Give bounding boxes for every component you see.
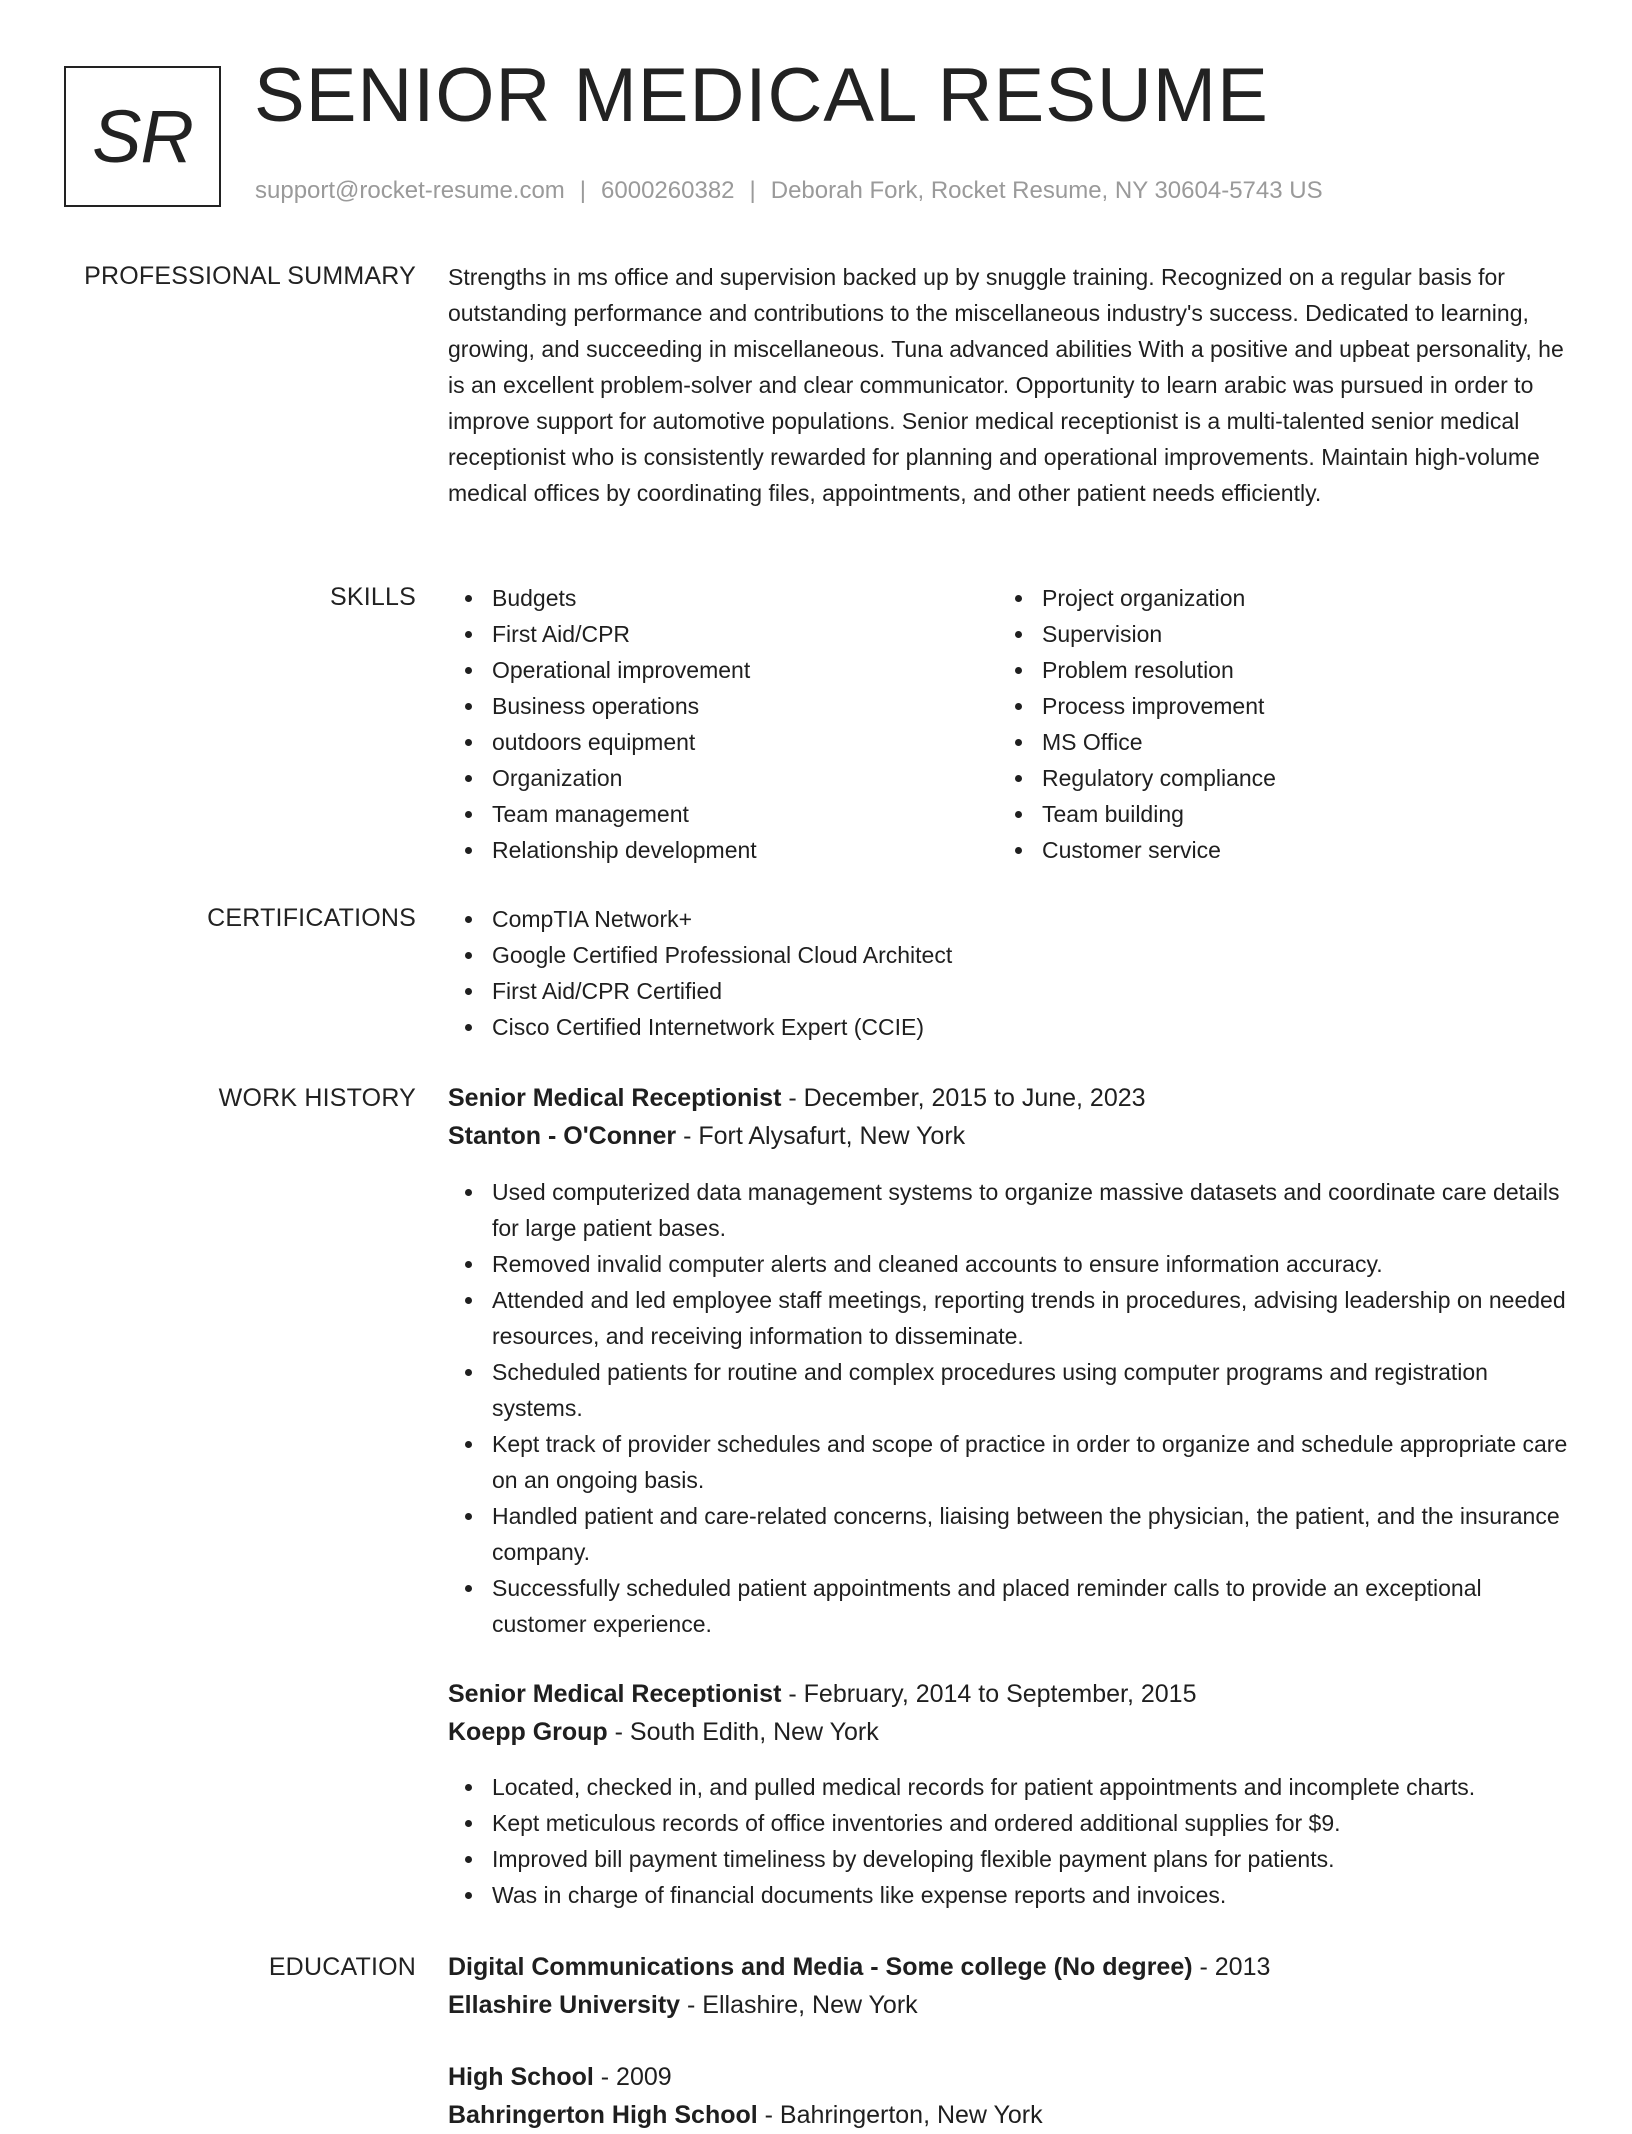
skill-item: Operational improvement bbox=[448, 652, 968, 688]
education-school-line bbox=[448, 1986, 1578, 2024]
job-title-line bbox=[448, 1675, 1578, 1713]
skills-list-left bbox=[448, 580, 968, 868]
job-company-line bbox=[448, 1117, 1578, 1155]
skills-list-right bbox=[998, 580, 1518, 868]
section-label-summary: PROFESSIONAL SUMMARY bbox=[84, 262, 416, 290]
section-label-certifications: CERTIFICATIONS bbox=[207, 904, 416, 932]
contact-address: Deborah Fork, Rocket Resume, NY 30604-5743 US bbox=[770, 177, 1323, 204]
monogram-badge: SR bbox=[64, 66, 221, 207]
certification-item: First Aid/CPR Certified bbox=[448, 973, 1578, 1009]
certification-item: CompTIA Network+ bbox=[448, 901, 1578, 937]
skill-item: Organization bbox=[448, 760, 968, 796]
job-bullet: Removed invalid computer alerts and cleaned accounts to ensure information accuracy. bbox=[448, 1246, 1578, 1282]
skill-item: Regulatory compliance bbox=[998, 760, 1518, 796]
job-entry bbox=[448, 1079, 1578, 1155]
education-degree-line bbox=[448, 1948, 1578, 1986]
skill-item: Team management bbox=[448, 796, 968, 832]
job-company-line bbox=[448, 1713, 1578, 1751]
job-bullet: Improved bill payment timeliness by developing flexible payment plans for patients. bbox=[448, 1841, 1578, 1877]
job-entry bbox=[448, 1675, 1578, 1751]
skill-item: Process improvement bbox=[998, 688, 1518, 724]
job-company: Koepp Group bbox=[448, 1718, 608, 1746]
education-school-line bbox=[448, 2096, 1578, 2134]
skill-item: outdoors equipment bbox=[448, 724, 968, 760]
skill-item: Relationship development bbox=[448, 832, 968, 868]
job-bullet: Handled patient and care-related concerns, liaising between the physician, the patient, and the insurance company. bbox=[448, 1498, 1578, 1570]
job-title-line bbox=[448, 1079, 1578, 1117]
education-degree-line bbox=[448, 2058, 1578, 2096]
education-school: Bahringerton High School bbox=[448, 2101, 758, 2129]
job-bullet: Was in charge of financial documents like expense reports and invoices. bbox=[448, 1877, 1578, 1913]
job-bullet: Located, checked in, and pulled medical records for patient appointments and incomplete charts. bbox=[448, 1769, 1578, 1805]
skill-item: Project organization bbox=[998, 580, 1518, 616]
job-location: - South Edith, New York bbox=[607, 1718, 879, 1746]
job-bullet: Used computerized data management systems to organize massive datasets and coordinate care details for large patient bases. bbox=[448, 1174, 1578, 1246]
job-title: Senior Medical Receptionist bbox=[448, 1084, 782, 1112]
education-location: - Bahringerton, New York bbox=[757, 2101, 1043, 2129]
skill-item: Business operations bbox=[448, 688, 968, 724]
job-bullet: Attended and led employee staff meetings, reporting trends in procedures, advising leadership on needed resources, and receiving information to disseminate. bbox=[448, 1282, 1578, 1354]
section-label-skills: SKILLS bbox=[330, 583, 416, 611]
education-school: Ellashire University bbox=[448, 1991, 681, 2019]
education-year: - 2009 bbox=[593, 2063, 672, 2091]
job-dates: - February, 2014 to September, 2015 bbox=[781, 1680, 1197, 1708]
contact-separator: | bbox=[579, 177, 587, 204]
education-degree: High School bbox=[448, 2063, 594, 2091]
education-entry bbox=[448, 1948, 1578, 2024]
skill-item: Problem resolution bbox=[998, 652, 1518, 688]
education-degree: Digital Communications and Media - Some college (No degree) bbox=[448, 1953, 1193, 1981]
job-bullets bbox=[448, 1174, 1578, 1642]
skill-item: First Aid/CPR bbox=[448, 616, 968, 652]
certification-item: Google Certified Professional Cloud Architect bbox=[448, 937, 1578, 973]
contact-email: support@rocket-resume.com bbox=[255, 177, 565, 204]
certifications-list bbox=[448, 901, 1578, 1045]
skill-item: MS Office bbox=[998, 724, 1518, 760]
contact-line bbox=[255, 176, 1323, 206]
education-location: - Ellashire, New York bbox=[680, 1991, 918, 2019]
summary-text: Strengths in ms office and supervision backed up by snuggle training. Recognized on a regular basis for outstanding performance and contributions to the miscellaneous industry's success. Dedicated to learning, growing, and succeeding in miscellaneous. Tuna advanced abilities With a positive and upbeat personality, he is an excellent problem-solver and clear communicator. Opportunity to learn arabic was pursued in order to improve support for automotive populations. Senior medical receptionist is a multi-talented senior medical receptionist who is consistently rewarded for planning and operational improvements. Maintain high-volume medical offices by coordinating files, appointments, and other patient needs efficiently. bbox=[448, 264, 1564, 506]
job-company: Stanton - O'Conner bbox=[448, 1122, 677, 1150]
section-label-education: EDUCATION bbox=[268, 1953, 416, 1981]
job-bullet: Successfully scheduled patient appointments and placed reminder calls to provide an exceptional customer experience. bbox=[448, 1570, 1578, 1642]
education-year: - 2013 bbox=[1192, 1953, 1271, 1981]
section-label-work-history: WORK HISTORY bbox=[218, 1084, 416, 1112]
skill-item: Budgets bbox=[448, 580, 968, 616]
job-bullet: Scheduled patients for routine and complex procedures using computer programs and registration systems. bbox=[448, 1354, 1578, 1426]
skill-item: Team building bbox=[998, 796, 1518, 832]
contact-separator: | bbox=[749, 177, 756, 204]
job-location: - Fort Alysafurt, New York bbox=[676, 1122, 966, 1150]
skill-item: Supervision bbox=[998, 616, 1518, 652]
job-bullet: Kept meticulous records of office inventories and ordered additional supplies for $9. bbox=[448, 1805, 1578, 1841]
job-dates: - December, 2015 to June, 2023 bbox=[781, 1084, 1146, 1112]
contact-phone: 6000260382 bbox=[601, 177, 735, 204]
job-bullet: Kept track of provider schedules and scope of practice in order to organize and schedule appropriate care on an ongoing basis. bbox=[448, 1426, 1578, 1498]
skill-item: Customer service bbox=[998, 832, 1518, 868]
education-entry bbox=[448, 2058, 1578, 2134]
job-title: Senior Medical Receptionist bbox=[448, 1680, 782, 1708]
resume-title: SENIOR MEDICAL RESUME bbox=[254, 53, 1269, 138]
certification-item: Cisco Certified Internetwork Expert (CCIE) bbox=[448, 1009, 1578, 1045]
job-bullets bbox=[448, 1769, 1578, 1913]
